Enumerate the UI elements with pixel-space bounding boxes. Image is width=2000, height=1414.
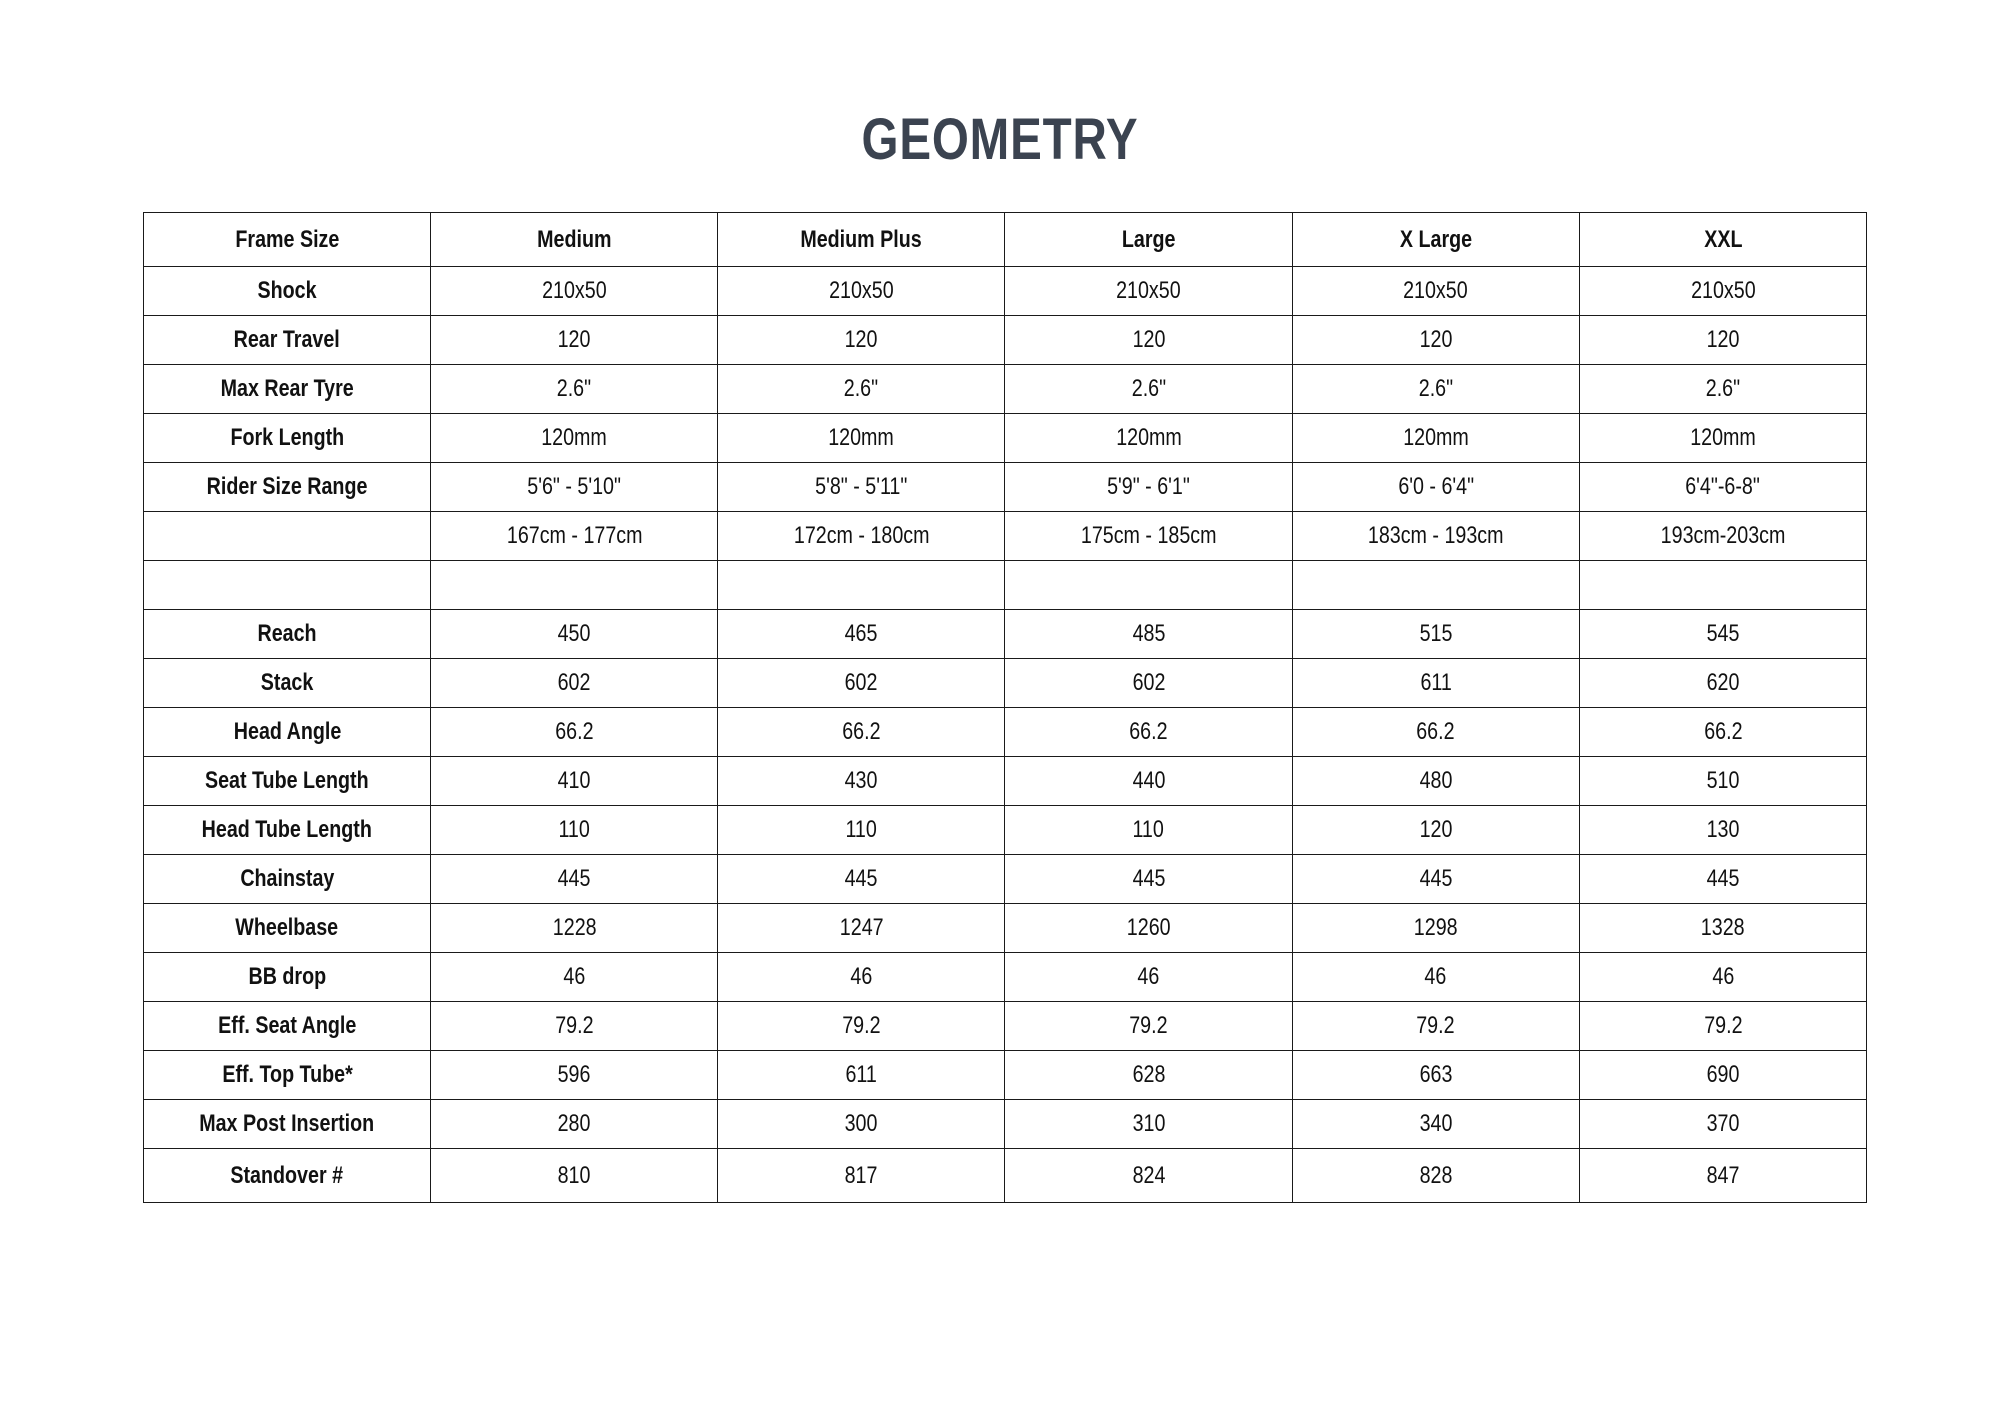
- table-cell: [1005, 1149, 1292, 1203]
- table-cell: [1579, 953, 1866, 1002]
- table-cell-text: 611: [1420, 669, 1452, 696]
- table-row: [144, 1149, 1867, 1203]
- table-cell-text: 602: [557, 669, 591, 696]
- table-cell: [1292, 414, 1579, 463]
- row-label-text: Max Rear Tyre: [220, 375, 354, 402]
- size-header-text: Medium Plus: [800, 225, 923, 253]
- table-cell-text: 120: [1706, 326, 1740, 353]
- table-cell: [718, 463, 1005, 512]
- table-cell-text: 690: [1706, 1061, 1740, 1088]
- row-label: [144, 953, 431, 1002]
- row-label-text: BB drop: [248, 963, 326, 990]
- table-cell: [718, 610, 1005, 659]
- table-cell: [1579, 806, 1866, 855]
- table-cell: [718, 365, 1005, 414]
- row-label-text: Rider Size Range: [206, 473, 368, 500]
- table-cell-text: 110: [1132, 816, 1165, 843]
- table-cell: [1579, 1100, 1866, 1149]
- size-header-text: XXL: [1703, 225, 1743, 253]
- table-cell: [718, 1002, 1005, 1051]
- table-row: [144, 267, 1867, 316]
- row-label: [144, 267, 431, 316]
- table-cell-text: 545: [1706, 620, 1740, 647]
- table-cell-text: 120: [1419, 326, 1453, 353]
- table-cell-text: 2.6": [1705, 375, 1741, 402]
- table-cell: [1005, 757, 1292, 806]
- table-cell: [718, 512, 1005, 561]
- geometry-table: [143, 212, 1867, 1203]
- table-cell: [431, 316, 718, 365]
- table-cell-text: 46: [850, 963, 873, 990]
- table-cell-text: 66.2: [842, 718, 881, 745]
- row-label-text: Eff. Seat Angle: [218, 1012, 357, 1039]
- row-label: [144, 659, 431, 708]
- table-cell-text: 79.2: [1416, 1012, 1455, 1039]
- table-cell-text: 663: [1419, 1061, 1453, 1088]
- table-cell: [431, 463, 718, 512]
- table-cell-text: 46: [1424, 963, 1447, 990]
- row-label-text: Max Post Insertion: [199, 1110, 375, 1137]
- table-cell: [1579, 904, 1866, 953]
- table-cell-text: 210x50: [829, 277, 894, 304]
- table-cell-text: 79.2: [555, 1012, 594, 1039]
- table-cell: [1292, 855, 1579, 904]
- table-cell: [718, 316, 1005, 365]
- table-cell-text: 46: [1711, 963, 1734, 990]
- size-header-text: Large: [1121, 225, 1176, 253]
- table-cell-text: 46: [1137, 963, 1160, 990]
- table-cell: [1579, 659, 1866, 708]
- table-cell: [718, 708, 1005, 757]
- table-cell: [431, 1100, 718, 1149]
- size-header: [718, 213, 1005, 267]
- table-cell: [1292, 365, 1579, 414]
- table-row: [144, 757, 1867, 806]
- table-cell: [1292, 1051, 1579, 1100]
- table-cell-text: 210x50: [1403, 277, 1468, 304]
- table-cell: [1579, 757, 1866, 806]
- table-cell-text: 465: [844, 620, 878, 647]
- table-cell-text: 120mm: [1690, 424, 1756, 451]
- table-cell-text: 2.6": [844, 375, 879, 402]
- table-row: [144, 708, 1867, 757]
- row-label: [144, 806, 431, 855]
- table-cell: [431, 365, 718, 414]
- row-label-text: Reach: [257, 620, 317, 647]
- table-cell-text: 210x50: [541, 277, 607, 304]
- row-label: [144, 316, 431, 365]
- table-cell: [431, 561, 718, 610]
- table-cell: [1005, 365, 1292, 414]
- table-cell: [1005, 414, 1292, 463]
- row-label-text: Eff. Top Tube*: [221, 1061, 353, 1088]
- table-cell: [1579, 316, 1866, 365]
- size-header: [1005, 213, 1292, 267]
- table-cell-text: 445: [1706, 865, 1740, 892]
- table-cell: [1005, 806, 1292, 855]
- table-cell-text: 5'9" - 6'1": [1107, 473, 1190, 500]
- row-label: [144, 414, 431, 463]
- table-cell-text: 1298: [1413, 914, 1458, 941]
- frame-size-header: [144, 213, 431, 267]
- row-label: [144, 1100, 431, 1149]
- table-cell-text: 2.6": [1131, 375, 1166, 402]
- table-cell: [1579, 512, 1866, 561]
- table-cell-text: 1328: [1700, 914, 1745, 941]
- row-label: [144, 855, 431, 904]
- table-cell: [718, 659, 1005, 708]
- table-cell: [431, 855, 718, 904]
- table-cell-text: 193cm-203cm: [1660, 522, 1786, 549]
- table-cell: [1005, 267, 1292, 316]
- row-label-text: Wheelbase: [235, 914, 339, 941]
- table-cell-text: 340: [1419, 1110, 1453, 1137]
- table-cell: [1005, 904, 1292, 953]
- table-row: [144, 365, 1867, 414]
- row-label: [144, 610, 431, 659]
- table-cell-text: 120mm: [541, 424, 608, 451]
- table-cell-text: 66.2: [1703, 718, 1743, 745]
- row-label: [144, 1051, 431, 1100]
- row-label: [144, 561, 431, 610]
- table-cell-text: 120mm: [1402, 424, 1469, 451]
- table-cell-text: 480: [1419, 767, 1453, 794]
- table-cell: [1005, 316, 1292, 365]
- row-label: [144, 463, 431, 512]
- table-cell: [431, 953, 718, 1002]
- row-label: [144, 512, 431, 561]
- table-cell-text: 2.6": [557, 375, 592, 402]
- table-row: [144, 610, 1867, 659]
- table-cell: [718, 561, 1005, 610]
- table-cell-text: 66.2: [555, 718, 594, 745]
- table-cell-text: 445: [1132, 865, 1165, 892]
- table-cell: [431, 512, 718, 561]
- table-cell-text: 175cm - 185cm: [1080, 522, 1217, 549]
- table-row: [144, 1100, 1867, 1149]
- table-cell: [431, 1051, 718, 1100]
- row-label: [144, 757, 431, 806]
- table-cell: [1579, 1051, 1866, 1100]
- page-title: GEOMETRY: [861, 107, 1139, 172]
- table-row: [144, 806, 1867, 855]
- table-cell: [718, 1100, 1005, 1149]
- row-label-text: Rear Travel: [234, 326, 341, 353]
- table-cell-text: 410: [557, 767, 591, 794]
- table-cell-text: 167cm - 177cm: [506, 522, 643, 549]
- table-cell-text: 310: [1132, 1110, 1165, 1137]
- table-cell-text: 300: [844, 1110, 878, 1137]
- table-cell-text: 120mm: [1115, 424, 1182, 451]
- row-label-text: Seat Tube Length: [205, 767, 369, 794]
- table-cell: [1579, 855, 1866, 904]
- table-cell: [1579, 708, 1866, 757]
- table-cell: [1292, 267, 1579, 316]
- table-cell-text: 66.2: [1129, 718, 1168, 745]
- table-cell-text: 824: [1132, 1161, 1165, 1189]
- table-cell-text: 430: [844, 767, 878, 794]
- table-cell-text: 79.2: [1703, 1012, 1743, 1039]
- frame-size-header-text: Frame Size: [235, 225, 340, 253]
- table-cell-text: 370: [1706, 1110, 1740, 1137]
- table-cell: [1005, 1100, 1292, 1149]
- table-row: [144, 904, 1867, 953]
- table-cell-text: 1260: [1126, 914, 1171, 941]
- geometry-table-body: [144, 213, 1867, 1203]
- row-label-text: Stack: [260, 669, 314, 696]
- table-cell-text: 172cm - 180cm: [793, 522, 930, 549]
- table-cell: [1292, 316, 1579, 365]
- row-label-text: Chainstay: [240, 865, 335, 892]
- table-cell: [431, 757, 718, 806]
- table-cell-text: 515: [1419, 620, 1453, 647]
- table-cell: [1005, 1051, 1292, 1100]
- table-cell: [1292, 1149, 1579, 1203]
- table-cell: [431, 1002, 718, 1051]
- table-cell-text: 79.2: [1129, 1012, 1168, 1039]
- table-cell: [1292, 463, 1579, 512]
- table-cell: [431, 414, 718, 463]
- table-cell-text: 5'6" - 5'10": [527, 473, 622, 500]
- table-cell: [718, 904, 1005, 953]
- table-cell: [431, 1149, 718, 1203]
- table-cell-text: 620: [1706, 669, 1740, 696]
- row-label: [144, 1002, 431, 1051]
- table-cell-text: 817: [844, 1161, 878, 1189]
- table-cell-text: 445: [557, 865, 591, 892]
- table-cell: [1292, 806, 1579, 855]
- table-cell-text: 130: [1706, 816, 1740, 843]
- row-label-text: Standover #: [230, 1161, 344, 1189]
- table-cell-text: 46: [563, 963, 586, 990]
- table-cell-text: 210x50: [1116, 277, 1181, 304]
- table-cell-text: 628: [1132, 1061, 1165, 1088]
- table-cell: [1292, 512, 1579, 561]
- size-header-text: Medium: [537, 225, 612, 253]
- table-row: [144, 463, 1867, 512]
- table-cell: [1579, 365, 1866, 414]
- table-cell: [1292, 757, 1579, 806]
- table-cell: [718, 414, 1005, 463]
- table-cell: [1292, 1100, 1579, 1149]
- row-label: [144, 365, 431, 414]
- table-cell: [718, 1051, 1005, 1100]
- table-cell-text: 120: [557, 326, 591, 353]
- table-cell-text: 445: [1419, 865, 1453, 892]
- table-cell: [718, 757, 1005, 806]
- table-row: [144, 316, 1867, 365]
- table-cell: [1579, 561, 1866, 610]
- table-cell-text: 210x50: [1690, 277, 1756, 304]
- table-cell: [1292, 708, 1579, 757]
- table-cell: [1292, 610, 1579, 659]
- table-cell-text: 602: [844, 669, 878, 696]
- table-row: [144, 561, 1867, 610]
- table-cell: [1292, 953, 1579, 1002]
- table-cell-text: 602: [1132, 669, 1165, 696]
- table-cell-text: 5'8" - 5'11": [815, 473, 908, 500]
- row-label-text: Head Angle: [233, 718, 341, 745]
- table-cell: [431, 904, 718, 953]
- table-cell-text: 120: [844, 326, 878, 353]
- table-cell: [718, 267, 1005, 316]
- table-row: [144, 512, 1867, 561]
- table-cell-text: 828: [1419, 1161, 1453, 1189]
- table-cell-text: 6'0 - 6'4": [1397, 473, 1474, 500]
- table-cell: [1579, 1149, 1866, 1203]
- size-header-text: X Large: [1399, 225, 1472, 253]
- table-cell: [1579, 463, 1866, 512]
- table-cell: [718, 806, 1005, 855]
- table-cell: [718, 1149, 1005, 1203]
- table-cell-text: 450: [557, 620, 591, 647]
- table-cell-text: 120: [1132, 326, 1165, 353]
- table-cell-text: 2.6": [1418, 375, 1453, 402]
- table-cell-text: 183cm - 193cm: [1367, 522, 1504, 549]
- table-cell-text: 120mm: [828, 424, 895, 451]
- table-header-row: [144, 213, 1867, 267]
- table-cell-text: 510: [1706, 767, 1740, 794]
- table-cell-text: 6'4"-6-8": [1685, 473, 1761, 500]
- table-cell-text: 440: [1132, 767, 1165, 794]
- table-row: [144, 1002, 1867, 1051]
- table-cell: [431, 659, 718, 708]
- table-cell: [431, 708, 718, 757]
- table-cell-text: 79.2: [842, 1012, 881, 1039]
- table-cell-text: 1228: [552, 914, 597, 941]
- table-row: [144, 855, 1867, 904]
- table-cell: [431, 267, 718, 316]
- table-cell: [1005, 610, 1292, 659]
- table-cell-text: 280: [557, 1110, 591, 1137]
- row-label-text: Shock: [257, 277, 317, 304]
- table-cell: [1292, 904, 1579, 953]
- table-cell: [1292, 1002, 1579, 1051]
- row-label: [144, 1149, 431, 1203]
- table-row: [144, 414, 1867, 463]
- table-cell: [1579, 610, 1866, 659]
- table-cell-text: 110: [558, 816, 590, 843]
- row-label: [144, 904, 431, 953]
- table-cell: [718, 953, 1005, 1002]
- table-cell-text: 66.2: [1416, 718, 1455, 745]
- table-cell: [1005, 1002, 1292, 1051]
- table-cell: [1005, 953, 1292, 1002]
- table-cell-text: 847: [1706, 1161, 1740, 1189]
- table-cell: [431, 610, 718, 659]
- table-cell: [1005, 512, 1292, 561]
- table-cell-text: 1247: [839, 914, 884, 941]
- table-row: [144, 1051, 1867, 1100]
- table-cell: [1005, 463, 1292, 512]
- table-cell: [431, 806, 718, 855]
- table-cell-text: 110: [845, 816, 878, 843]
- table-cell: [1005, 659, 1292, 708]
- table-cell: [1005, 708, 1292, 757]
- table-cell: [1292, 561, 1579, 610]
- table-cell: [1292, 659, 1579, 708]
- row-label-text: Head Tube Length: [201, 816, 373, 843]
- size-header: [1292, 213, 1579, 267]
- table-cell-text: 596: [557, 1061, 591, 1088]
- table-cell: [1579, 267, 1866, 316]
- table-cell: [718, 855, 1005, 904]
- table-cell-text: 485: [1132, 620, 1165, 647]
- table-cell: [1579, 1002, 1866, 1051]
- table-cell-text: 445: [844, 865, 878, 892]
- table-row: [144, 953, 1867, 1002]
- table-cell: [1005, 855, 1292, 904]
- table-cell-text: 810: [557, 1161, 591, 1189]
- row-label: [144, 708, 431, 757]
- table-cell-text: 611: [845, 1061, 878, 1088]
- row-label-text: Fork Length: [230, 424, 344, 451]
- table-row: [144, 659, 1867, 708]
- table-cell: [1005, 561, 1292, 610]
- size-header: [431, 213, 718, 267]
- size-header: [1579, 213, 1866, 267]
- table-cell: [1579, 414, 1866, 463]
- table-cell-text: 120: [1419, 816, 1453, 843]
